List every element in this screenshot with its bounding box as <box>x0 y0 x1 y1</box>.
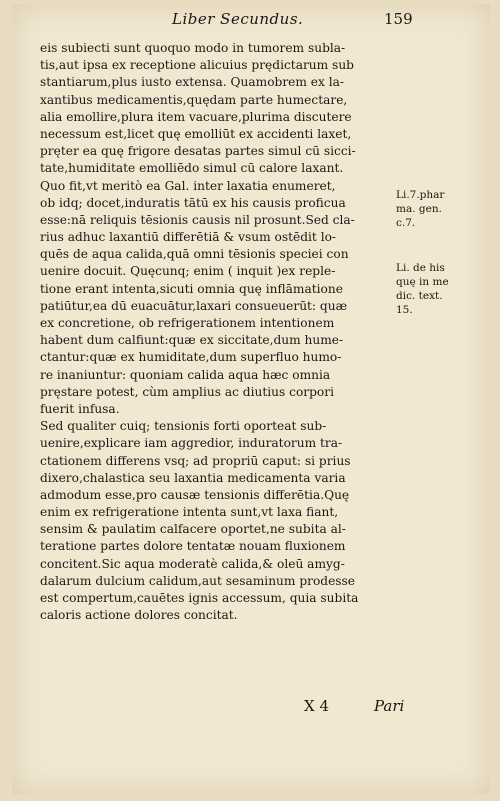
margin-note-line: Li.7.phar <box>396 189 445 201</box>
text-line: fuerit infusa. <box>40 401 120 416</box>
text-line: eis subiecti sunt quoquo modo in tumorem subla- <box>40 41 346 55</box>
text-line: re inaniuntur: quoniam calida aqua hæc omnia <box>40 367 331 382</box>
text-line: Sed qualiter cuiq; tensionis forti oporteat sub- <box>40 419 327 434</box>
catchword: Pari <box>374 697 405 715</box>
text-line: concitent.Sic aqua moderatè calida,& oleū amyg- <box>40 556 345 571</box>
text-line: ctationem differens vsq; ad propriū caput: si prius <box>40 453 351 468</box>
text-line: est compertum,cauētes ignis accessum, quia subita <box>40 591 359 605</box>
text-line: teratione partes dolore tentatæ nouam fluxionem <box>40 539 346 554</box>
text-line: dixero,chalastica seu laxantia medicamenta varia <box>40 470 346 485</box>
text-line: uenire,explicare iam aggredior, induratorum tra- <box>40 436 343 451</box>
text-line: sensim & paulatim calfacere oportet,ne subita al- <box>40 522 346 537</box>
text-line: pręstare potest, cùm amplius ac diutius corpori <box>40 384 334 399</box>
text-line: necessum est,licet quę emolliūt ex accidenti laxet, <box>40 126 352 141</box>
main-text-block <box>40 40 392 624</box>
book-page <box>12 4 490 794</box>
margin-note-line: Li. de his <box>396 262 445 274</box>
text-line: tis,aut ipsa ex receptione alicuius prędictarum sub <box>40 58 354 73</box>
text-line: alia emollire,plura item vacuare,plurima discutere <box>40 109 352 124</box>
signature-mark: X 4 <box>304 697 329 715</box>
margin-note-line: dic. text. <box>396 290 443 302</box>
text-line: ctantur:quæ ex humiditate,dum superfluo humo- <box>40 350 342 365</box>
page-number: 159 <box>384 10 413 28</box>
running-header <box>162 10 462 34</box>
margin-note-line: 15. <box>396 304 413 316</box>
text-line: rius adhuc laxantiū differētiā & vsum ostēdit lo- <box>40 230 337 245</box>
margin-note-line: ma. gen. <box>396 203 442 215</box>
text-line: pręter ea quę frigore desatas partes simul cū sicci- <box>40 144 356 159</box>
text-line: quēs de aqua calida,quā omni tēsionis speciei con <box>40 247 349 262</box>
text-line: tate,humiditate emolliēdo simul cū calore laxant. <box>40 161 344 176</box>
text-line: dalarum dulcium calidum,aut sesaminum prodesse <box>40 573 356 588</box>
margin-note-line: quę in me <box>396 276 449 288</box>
text-line: stantiarum,plus iusto extensa. Quamobrem ex la- <box>40 75 345 90</box>
text-line: xantibus medicamentis,quędam parte humectare, <box>40 92 348 107</box>
text-line: patiūtur,ea dū euacuātur,laxari consueuerūt: quæ <box>40 298 348 313</box>
text-line: uenire docuit. Quęcunq; enim ( inquit )ex reple- <box>40 264 336 279</box>
text-line: ex concretione, ob refrigerationem intentionem <box>40 316 335 330</box>
text-line: habent dum calfiunt:quæ ex siccitate,dum hume- <box>40 333 344 348</box>
running-title: Liber Secundus. <box>172 10 304 28</box>
text-line: tione erant intenta,sicuti omnia quę inflāmatione <box>40 281 343 296</box>
margin-note-2 <box>396 261 476 317</box>
text-line: Quo fit,vt meritò ea Gal. inter laxatia enumeret, <box>40 178 336 193</box>
text-line: admodum esse,pro causæ tensionis differētia.Quę <box>40 487 350 502</box>
margin-note-1 <box>396 188 476 230</box>
text-line: ob idq; docet,induratis tātū ex his causis proficua <box>40 195 346 210</box>
text-line: enim ex refrigeratione intenta sunt,vt laxa fiant, <box>40 505 339 520</box>
text-line: esse:nā reliquis tēsionis causis nil prosunt.Sed cla- <box>40 212 355 227</box>
margin-note-line: c.7. <box>396 217 416 229</box>
text-line: caloris actione dolores concitat. <box>40 608 238 623</box>
